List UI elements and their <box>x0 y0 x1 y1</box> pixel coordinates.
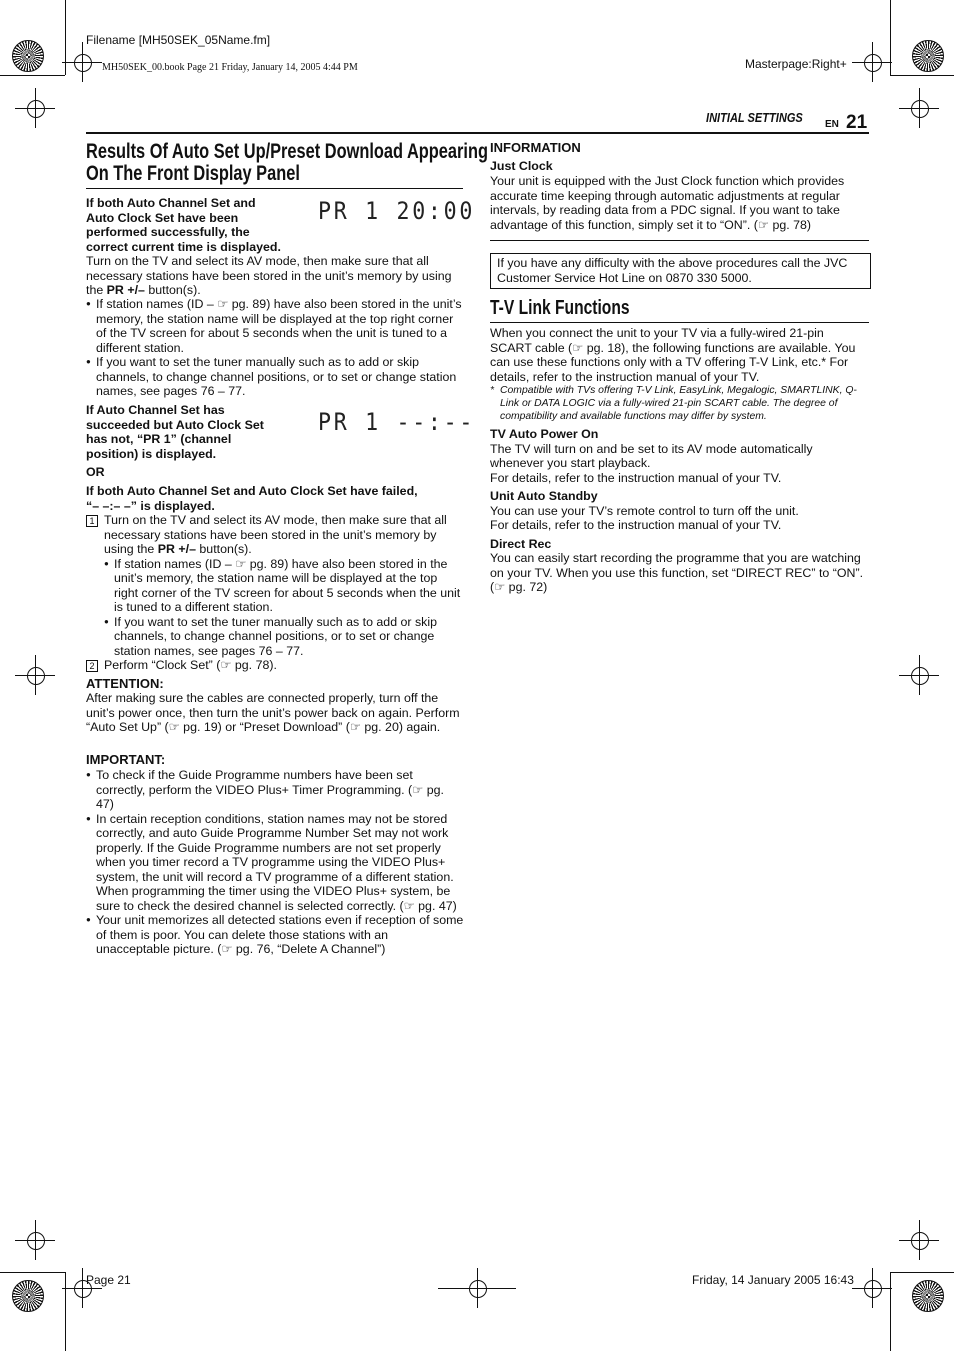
case3-heading-line: “– –:– –” is displayed. <box>86 498 215 513</box>
list-item: ● Your unit memorizes all detected stations even if reception of some of them is poor. You can delete those stations with an unacceptable picture. (☞ pg. 76, “Delete A Channel”) <box>86 913 464 957</box>
language-code: EN <box>825 119 839 130</box>
important-heading: IMPORTANT: <box>86 752 166 767</box>
function-body: For details, refer to the instruction manual of your TV. <box>490 470 782 485</box>
case1-heading-line: Auto Clock Set have been <box>86 210 239 225</box>
footer-date: Friday, 14 January 2005 16:43 <box>692 1273 854 1287</box>
function-body: For details, refer to the instruction manual of your TV. <box>490 518 782 532</box>
registration-target-icon <box>12 40 44 72</box>
title-rule <box>86 188 463 189</box>
list-item: ● If station names (ID – ☞ pg. 89) have also been stored in the unit’s memory, the station name will be displayed at the top right corner of the TV screen for about 5 seconds when the unit is tuned to a different station. <box>104 557 464 615</box>
crosshair-icon <box>852 42 892 82</box>
page-title-line1: Results Of Auto Set Up/Preset Download Appearing <box>86 140 488 163</box>
crop-mark <box>0 1272 65 1273</box>
function-body: You can easily start recording the programme that you are watching on your TV. When you use this function, set “DIRECT REC” to “ON”. (☞ pg. 72) <box>490 551 864 594</box>
crosshair-icon <box>899 1220 939 1260</box>
page-title-line2: On The Front Display Panel <box>86 162 300 185</box>
section-title: INITIAL SETTINGS <box>706 110 803 125</box>
case2-heading-line: succeeded but Auto Clock Set <box>86 417 264 432</box>
section-header <box>706 110 866 134</box>
information-rule <box>490 240 869 241</box>
tv-link-title: T-V Link Functions <box>490 297 630 319</box>
crosshair-icon <box>899 655 939 695</box>
crop-mark <box>890 75 954 76</box>
case2-heading-line: position) is displayed. <box>86 446 217 461</box>
function-body: The TV will turn on and be set to its AV mode automatically whenever you start playback. <box>490 441 813 470</box>
footer-trim-line <box>438 1288 516 1289</box>
step-number: 1 <box>86 515 98 527</box>
crosshair-icon <box>899 88 939 128</box>
crosshair-icon <box>15 88 55 128</box>
case1-heading-line: If both Auto Channel Set and <box>86 196 256 210</box>
function-item <box>490 489 868 533</box>
list-item: ● If station names (ID – ☞ pg. 89) have also been stored in the unit’s memory, the station name will be displayed at the top right corner of the TV screen for about 5 seconds when the unit is tuned to a different station. <box>86 297 464 355</box>
registration-target-icon <box>912 1280 944 1312</box>
tv-link-rule <box>490 322 869 323</box>
attention-heading: ATTENTION: <box>86 676 164 691</box>
book-info: MH50SEK_00.book Page 21 Friday, January 14, 2005 4:44 PM <box>102 62 358 73</box>
footnote-text: Compatible with TVs offering T-V Link, EasyLink, Megalogic, SMARTLINK, Q-Link or DATA LOGIC via a fully-wired 21-pin SCART cable. The degree of compatibility and available functions may differ by system. <box>500 385 857 422</box>
hotline-box <box>490 253 871 289</box>
case1-bullet-list <box>86 297 464 399</box>
function-heading: Direct Rec <box>490 536 552 551</box>
case2-heading <box>86 403 301 461</box>
crosshair-icon <box>852 1268 892 1308</box>
case1-body-text: button(s). <box>144 283 201 297</box>
front-display-time: PR 1 20:00 <box>318 197 476 225</box>
pr-button-label: PR +/– <box>106 283 145 297</box>
case1-body-text: Turn on the TV and select its AV mode, then make sure that all necessary stations have been stored in the unit’s memory by using the <box>86 254 452 297</box>
step1-text: Turn on the TV and select its AV mode, then make sure that all necessary stations have been stored in the unit’s memory by using the <box>104 513 447 556</box>
hotline-text: If you have any difficulty with the above procedures call the JVC Customer Service Hot Line on 0870 330 5000. <box>497 256 848 285</box>
step-1 <box>86 513 464 673</box>
case1-body <box>86 254 464 298</box>
list-item: ● In certain reception conditions, station names may not be stored correctly, and auto Guide Programme Number Set may not work properly. If the Guide Programme numbers are not set properly when you timer record a TV programme using the VIDEO Plus+ system, the unit will record a TV programme of a different station. When programming the timer using the VIDEO Plus+ system, be sure to check the desired channel is selected correctly. (☞ pg. 47) <box>86 812 464 914</box>
function-item <box>490 537 868 595</box>
tv-link-intro: When you connect the unit to your TV via a fully-wired 21-pin SCART cable (☞ pg. 18), the following functions are available. You can use these functions only with a TV offering T-V Link, etc.* For details, refer to the instruction manual of your TV. <box>490 326 856 384</box>
footnote-mark: * <box>490 385 495 396</box>
crop-mark <box>890 1272 954 1273</box>
attention-body: After making sure the cables are connected properly, turn off the unit’s power once, then turn the unit’s power back on again. Perform “Auto Set Up” (☞ pg. 19) or “Preset Download” (☞ pg. 20) again. <box>86 691 460 734</box>
front-display-channel: PR 1 --:-- <box>318 408 476 436</box>
filename-label: Filename [MH50SEK_05Name.fm] <box>86 33 271 47</box>
list-item: ● If you want to set the tuner manually such as to add or skip channels, to change channel positions, or to set or change station names, see pages 76 – 77. <box>104 615 464 659</box>
function-heading: TV Auto Power On <box>490 427 599 441</box>
function-list <box>490 427 868 595</box>
crosshair-icon <box>62 42 102 82</box>
function-body: You can use your TV’s remote control to turn off the unit. <box>490 503 799 518</box>
masterpage-label: Masterpage:Right+ <box>745 57 847 71</box>
just-clock-body: Your unit is equipped with the Just Clock function which provides accurate time keeping through automatic adjustments at regular intervals, by reading data from a PDC signal. If you want to take advantage of this function, simply set it to “ON”. (☞ pg. 78) <box>490 174 845 232</box>
important-bullet-list <box>86 768 464 957</box>
pr-button-label: PR +/– <box>157 542 196 556</box>
case2-heading-line: If Auto Channel Set has <box>86 403 225 417</box>
case1-heading <box>86 196 301 254</box>
case1-heading-line: correct current time is displayed. <box>86 239 281 254</box>
case2-heading-line: has not, “PR 1” (channel <box>86 432 232 446</box>
crosshair-icon <box>15 655 55 695</box>
header-rule <box>86 132 869 134</box>
case1-heading-line: performed successfully, the <box>86 225 250 239</box>
case3-heading <box>86 484 464 513</box>
function-heading: Unit Auto Standby <box>490 489 598 503</box>
registration-target-icon <box>912 40 944 72</box>
list-item: ● If you want to set the tuner manually such as to add or skip channels, to change channel positions, or to set or change station names, see pages 76 – 77. <box>86 355 464 399</box>
step1-bullet-list <box>86 557 464 659</box>
function-item <box>490 427 868 485</box>
step1-text: button(s). <box>195 542 252 556</box>
case3-heading-line: If both Auto Channel Set and Auto Clock Set have failed, <box>86 484 418 498</box>
footer-page: Page 21 <box>86 1273 131 1287</box>
step-item <box>86 658 464 673</box>
step-number: 2 <box>86 660 98 672</box>
list-item: ● To check if the Guide Programme numbers have been set correctly, perform the VIDEO Plus+ Timer Programming. (☞ pg. 47) <box>86 768 464 812</box>
crop-mark <box>0 75 65 76</box>
crosshair-icon <box>15 1220 55 1260</box>
or-label: OR <box>86 465 105 479</box>
footnote <box>490 384 868 423</box>
page-number: 21 <box>846 112 868 133</box>
just-clock-heading: Just Clock <box>490 159 553 173</box>
step2-text: Perform “Clock Set” (☞ pg. 78). <box>104 658 277 672</box>
registration-target-icon <box>12 1280 44 1312</box>
information-heading: INFORMATION <box>490 140 581 155</box>
step-item <box>86 513 464 557</box>
